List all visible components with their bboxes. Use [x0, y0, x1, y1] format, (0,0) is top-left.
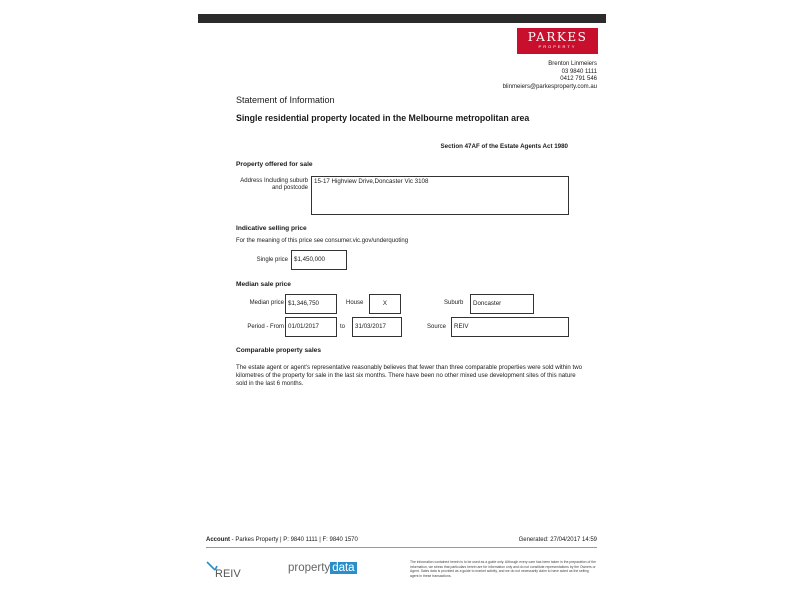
footer-generated: Generated: 27/04/2017 14:59: [518, 537, 597, 543]
source-label: Source: [427, 324, 447, 330]
median-price-label: Median price: [249, 300, 284, 306]
indicative-note: For the meaning of this price see consumer.vic.gov/underquoting: [236, 238, 409, 244]
account-details: - Parkes Property | P: 9840 1111 | F: 9840 1570: [230, 537, 358, 543]
doc-title: Statement of Information: [236, 95, 335, 105]
house-label: House: [346, 300, 364, 306]
agent-name: Brenton Linmeiers: [548, 61, 597, 67]
single-price-field: $1,450,000: [291, 250, 347, 270]
address-label: Address Including suburb and postcode: [240, 178, 308, 191]
period-to-field: 31/03/2017: [352, 317, 402, 337]
median-price-field: $1,346,750: [285, 294, 337, 314]
pd-word2: data: [332, 562, 355, 574]
propertydata-logo: [288, 562, 357, 574]
agent-phone2: 0412 791 546: [560, 76, 597, 83]
reiv-text: REIV: [215, 568, 241, 580]
indicative-title: Indicative selling price: [236, 225, 307, 232]
address-field: 15-17 Highview Drive,Doncaster Vic 3108: [311, 176, 569, 215]
account-label: Account: [206, 537, 230, 543]
logo-name: PARKES: [527, 30, 588, 44]
parkes-logo: [517, 28, 598, 54]
agent-details: [503, 61, 597, 91]
to-label: to: [340, 324, 346, 330]
agent-phone1: 03 9840 1111: [561, 68, 597, 75]
source-field: REIV: [451, 317, 569, 337]
footer-divider: [206, 547, 597, 548]
header-bar: [198, 14, 606, 23]
logo-sub: PROPERTY: [538, 44, 577, 49]
disclaimer: The information contained herein is to be used as a guide only. Although every care has been taken in the preparation of the information, we stress that particulars herein are for information only and do not constitute representations by the Owners or Agent. Sales data is provided as a guide to market activity, and we do not necessarily claim to have acted as the selling agent in these transactions.: [410, 560, 596, 578]
single-price-label: Single price: [256, 257, 288, 263]
offered-title: Property offered for sale: [236, 161, 313, 168]
pd-word1: property: [288, 562, 331, 574]
suburb-field: Doncaster: [470, 294, 534, 314]
comparable-title: Comparable property sales: [236, 347, 322, 354]
house-field: X: [369, 294, 401, 314]
period-from-field: 01/01/2017: [285, 317, 337, 337]
reiv-logo: [206, 560, 246, 584]
period-label: Period - From: [247, 324, 284, 330]
footer-account: [206, 537, 358, 543]
median-title: Median sale price: [236, 281, 291, 288]
comparable-text: The estate agent or agent's representative reasonably believes that fewer than three comparable properties were sold within two kilometres of the property for sale in the last six months. There have been no other mixed use development sites of this nature sold in the last 6 months.: [236, 364, 582, 388]
suburb-label: Suburb: [444, 300, 464, 306]
agent-email[interactable]: blinmeiers@parkesproperty.com.au: [502, 83, 597, 90]
act-reference: Section 47AF of the Estate Agents Act 1980: [440, 143, 568, 150]
doc-heading: Single residential property located in the Melbourne metropolitan area: [236, 113, 530, 123]
